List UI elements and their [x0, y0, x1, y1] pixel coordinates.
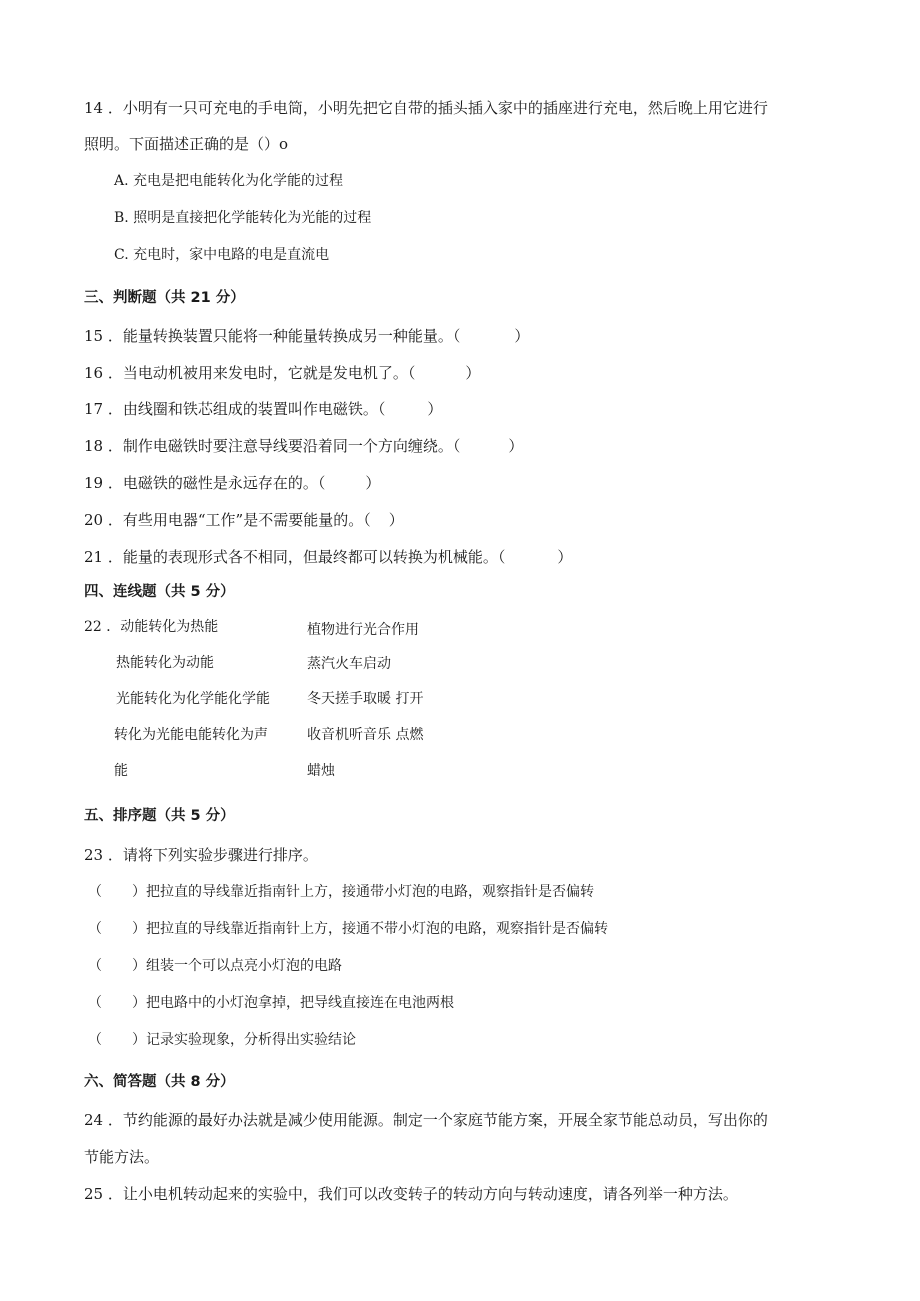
- item-close: ）: [508, 437, 524, 455]
- judge-item-20: [84, 510, 404, 530]
- sort-step-text: 把电路中的小灯泡拿掉，把导线直接连在电池两根: [146, 995, 454, 1011]
- item-close: ）: [514, 327, 530, 345]
- section3-title: 三、判断题（共 21 分）: [84, 290, 245, 306]
- q14-option-c: C. 充电时，家中电路的电是直流电: [114, 247, 330, 263]
- q14-line2: 照明。下面描述正确的是（）o: [84, 135, 289, 153]
- item-close: ）: [388, 511, 404, 529]
- item-text: ．当电动机被用来发电时，它就是发电机了。（: [107, 364, 416, 382]
- q14-option-a: A. 充电是把电能转化为化学能的过程: [114, 173, 344, 189]
- match-right-4: 收音机听音乐 点燃: [307, 727, 424, 743]
- section4-title: 四、连线题（共 5 分）: [84, 584, 235, 600]
- match-left-2: 热能转化为动能: [116, 655, 214, 671]
- item-number: 18: [84, 437, 104, 455]
- match-right-5: 蜡烛: [307, 763, 335, 779]
- q24-line1: 24 ．节约能源的最好办法就是减少使用能源。制定一个家庭节能方案，开展全家节能总动员，写出你的: [84, 1111, 768, 1129]
- item-number: 19: [84, 474, 104, 492]
- item-number: 15: [84, 327, 104, 345]
- sort-step: （ ）把拉直的导线靠近指南针上方，接通带小灯泡的电路，观察指针是否偏转: [88, 884, 594, 900]
- match-right-1: 植物进行光合作用: [307, 622, 419, 638]
- match-left-1: 22 ．动能转化为热能: [84, 619, 219, 635]
- match-left-3: 光能转化为化学能化学能: [116, 691, 270, 707]
- item-number: 16: [84, 364, 104, 382]
- item-text: ．有些用电器“工作”是不需要能量的。（: [107, 511, 371, 529]
- q25-text: 25 ．让小电机转动起来的实验中，我们可以改变转子的转动方向与转动速度，请各列举一种方法。: [84, 1185, 738, 1203]
- q23-prompt: 23 ．请将下列实验步骤进行排序。: [84, 846, 318, 864]
- item-close: ）: [557, 548, 573, 566]
- item-number: 17: [84, 400, 104, 418]
- sort-step: （ ）把电路中的小灯泡拿掉，把导线直接连在电池两根: [88, 995, 454, 1011]
- sort-step-text: 把拉直的导线靠近指南针上方，接通不带小灯泡的电路，观察指针是否偏转: [146, 921, 608, 937]
- sort-step-text: 把拉直的导线靠近指南针上方，接通带小灯泡的电路，观察指针是否偏转: [146, 884, 594, 900]
- item-text: ．能量的表现形式各不相同，但最终都可以转换为机械能。（: [107, 548, 506, 566]
- item-text: ．能量转换装置只能将一种能量转换成另一种能量。（: [107, 327, 461, 345]
- match-left-4: 转化为光能电能转化为声: [114, 727, 268, 743]
- item-close: ）: [365, 474, 381, 492]
- item-text: ．制作电磁铁时要注意导线要沿着同一个方向缠绕。（: [107, 437, 461, 455]
- section5-title: 五、排序题（共 5 分）: [84, 808, 235, 824]
- judge-item-18: [84, 436, 523, 456]
- judge-item-21: [84, 547, 572, 567]
- judge-item-15: [84, 326, 529, 346]
- judge-item-19: [84, 473, 380, 493]
- q24-line2: 节能方法。: [84, 1148, 160, 1166]
- judge-item-17: [84, 399, 442, 419]
- match-right-3: 冬天搓手取暖 打开: [307, 691, 424, 707]
- section6-title: 六、简答题（共 8 分）: [84, 1074, 235, 1090]
- item-number: 20: [84, 511, 104, 529]
- judge-item-16: [84, 363, 480, 383]
- sort-step: （ ）组装一个可以点亮小灯泡的电路: [88, 958, 342, 974]
- q14-line1: 14 ．小明有一只可充电的手电筒，小明先把它自带的插头插入家中的插座进行充电，然后晚上用它进行: [84, 99, 768, 117]
- match-left-5: 能: [114, 763, 128, 779]
- sort-step-text: 记录实验现象，分析得出实验结论: [146, 1032, 356, 1048]
- sort-step: （ ）记录实验现象，分析得出实验结论: [88, 1032, 356, 1048]
- item-text: ．电磁铁的磁性是永远存在的。（: [107, 474, 326, 492]
- item-close: ）: [427, 400, 443, 418]
- match-right-2: 蒸汽火车启动: [307, 656, 391, 672]
- sort-step-text: 组装一个可以点亮小灯泡的电路: [146, 958, 342, 974]
- item-close: ）: [465, 364, 481, 382]
- item-text: ．由线圈和铁芯组成的装置叫作电磁铁。（: [107, 400, 386, 418]
- q14-option-b: B. 照明是直接把化学能转化为光能的过程: [114, 210, 372, 226]
- item-number: 21: [84, 548, 104, 566]
- sort-step: （ ）把拉直的导线靠近指南针上方，接通不带小灯泡的电路，观察指针是否偏转: [88, 921, 608, 937]
